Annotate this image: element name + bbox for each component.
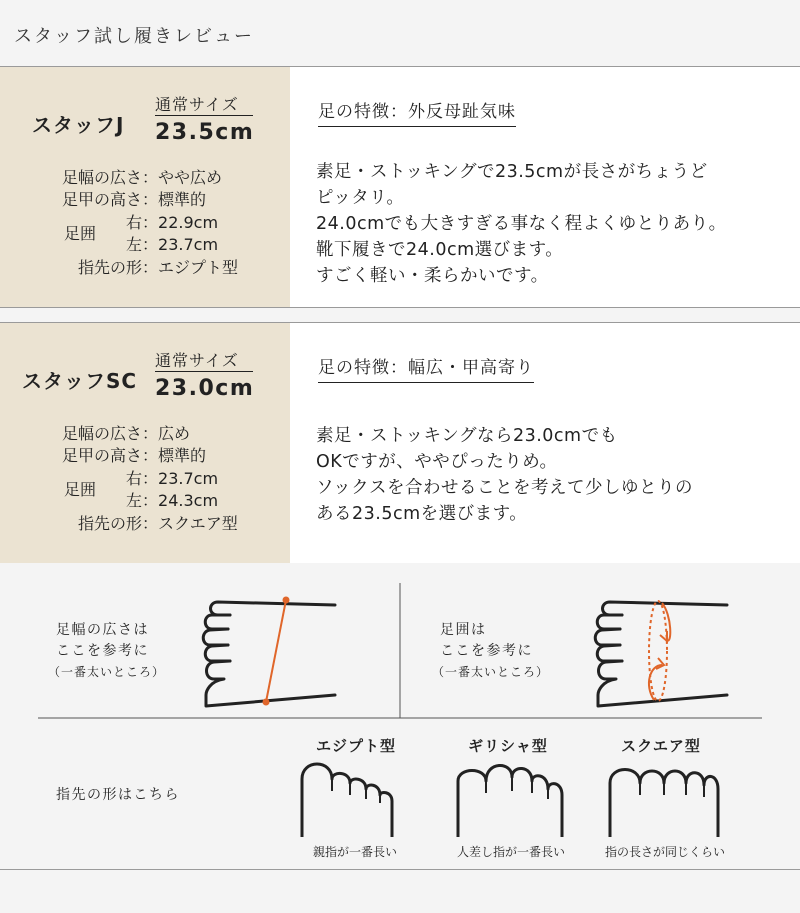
width-guide-line: ここを参考に <box>56 643 149 659</box>
width-guide-note: （一番太いところ） <box>48 665 166 679</box>
size-label: 通常サイズ <box>155 351 239 370</box>
spec-separator: ： <box>142 424 159 443</box>
spec-separator: ： <box>142 213 159 232</box>
page-title: スタッフ試し履きレビュー <box>14 26 254 47</box>
staff-review-panel <box>290 67 800 307</box>
spec-toe <box>42 513 238 535</box>
foot-width-icon <box>200 595 340 715</box>
greek-foot-icon <box>456 761 568 839</box>
spec-separator: ： <box>142 514 159 533</box>
egyptian-foot-icon <box>300 761 412 839</box>
review-line: 素足・ストッキングで23.5cmが長さがちょうど <box>316 162 708 182</box>
spec-label: 指先の形 <box>77 514 142 533</box>
spec-separator: ： <box>142 168 159 187</box>
staff-review-sc <box>0 322 800 564</box>
spec-value: 23.7cm <box>158 235 219 254</box>
review-line: ソックスを合わせることを考えて少しゆとりの <box>316 478 693 498</box>
girth-guide-line: 足囲は <box>440 622 487 638</box>
spec-separator: ： <box>142 446 159 465</box>
spec-girth-right <box>120 212 218 234</box>
spec-value: やや広め <box>158 168 223 187</box>
review-line: ある23.5cmを選びます。 <box>316 504 528 524</box>
spec-value: スクエア型 <box>158 514 238 533</box>
spec-value: 広め <box>158 424 191 443</box>
staff-name: スタッフJ <box>32 113 125 137</box>
spec-label: 右 <box>125 213 142 232</box>
review-line: すごく軽い・柔らかいです。 <box>316 266 549 286</box>
girth-guide-note: （一番太いところ） <box>432 665 550 679</box>
spec-width <box>42 167 222 189</box>
spec-toe <box>42 257 238 279</box>
toe-caption-greek: 人差し指が一番長い <box>456 845 565 859</box>
spec-girth-left <box>120 490 218 512</box>
spec-instep <box>42 445 206 467</box>
toe-type-square: スクエア型 <box>621 737 701 755</box>
toe-caption-egyptian: 親指が一番長い <box>312 845 397 859</box>
toe-type-greek: ギリシャ型 <box>468 737 548 755</box>
spec-separator: ： <box>142 491 159 510</box>
spec-label: 足幅の広さ <box>61 424 142 443</box>
staff-review-j <box>0 66 800 308</box>
page-header <box>0 0 800 66</box>
spec-instep <box>42 189 206 211</box>
size-label: 通常サイズ <box>155 95 239 114</box>
spec-label: 左 <box>125 235 142 254</box>
spec-value: 22.9cm <box>158 213 219 232</box>
spec-value: 標準的 <box>158 190 207 209</box>
staff-profile-panel <box>0 323 290 563</box>
square-foot-icon <box>608 761 720 839</box>
review-line: 24.0cmでも大きすぎる事なく程よくゆとりあり。 <box>316 214 727 234</box>
spec-separator: ： <box>142 258 159 277</box>
girth-guide-line: ここを参考に <box>440 643 533 659</box>
size-value: 23.5cm <box>155 120 255 145</box>
spec-separator: ： <box>142 190 159 209</box>
foot-girth-icon <box>592 595 732 715</box>
spec-label: 指先の形 <box>77 258 142 277</box>
spec-girth-right <box>120 468 218 490</box>
spec-girth-label: 足囲 <box>64 480 97 499</box>
size-value: 23.0cm <box>155 376 255 401</box>
spec-label: 足甲の高さ <box>61 190 142 209</box>
spec-girth-left <box>120 234 218 256</box>
spec-separator: ： <box>142 469 159 488</box>
size-divider <box>155 115 253 116</box>
review-line: ピッタリ。 <box>316 188 405 208</box>
spec-value: エジプト型 <box>158 258 239 277</box>
staff-name: スタッフSC <box>22 369 138 393</box>
toe-type-egyptian: エジプト型 <box>315 737 396 755</box>
spec-label: 右 <box>125 469 142 488</box>
foot-feature: 足の特徴：幅広・甲高寄り <box>318 353 534 383</box>
spec-value: 24.3cm <box>158 491 219 510</box>
spec-label: 足幅の広さ <box>61 168 142 187</box>
toe-caption-square: 指の長さが同じくらい <box>604 845 725 859</box>
spec-value: 23.7cm <box>158 469 219 488</box>
spec-width <box>42 423 190 445</box>
review-line: OKですが、ややぴったりめ。 <box>316 452 558 472</box>
guide-bottom-divider <box>0 869 800 870</box>
spec-label: 足甲の高さ <box>61 446 142 465</box>
spec-separator: ： <box>142 235 159 254</box>
spec-value: 標準的 <box>158 446 207 465</box>
measurement-guide <box>0 563 800 869</box>
foot-feature: 足の特徴：外反母趾気味 <box>318 97 516 127</box>
width-guide-text <box>56 620 149 662</box>
girth-guide-text <box>440 620 533 662</box>
review-text <box>316 423 693 527</box>
width-guide-line: 足幅の広さは <box>56 622 149 638</box>
toe-guide-text: 指先の形はこちら <box>56 787 180 803</box>
review-line: 靴下履きで24.0cm選びます。 <box>316 240 564 260</box>
spec-label: 左 <box>125 491 142 510</box>
staff-profile-panel <box>0 67 290 307</box>
spec-girth-label: 足囲 <box>64 224 97 243</box>
size-divider <box>155 371 253 372</box>
review-text <box>316 159 727 289</box>
staff-review-panel <box>290 323 800 563</box>
review-line: 素足・ストッキングなら23.0cmでも <box>316 426 618 446</box>
